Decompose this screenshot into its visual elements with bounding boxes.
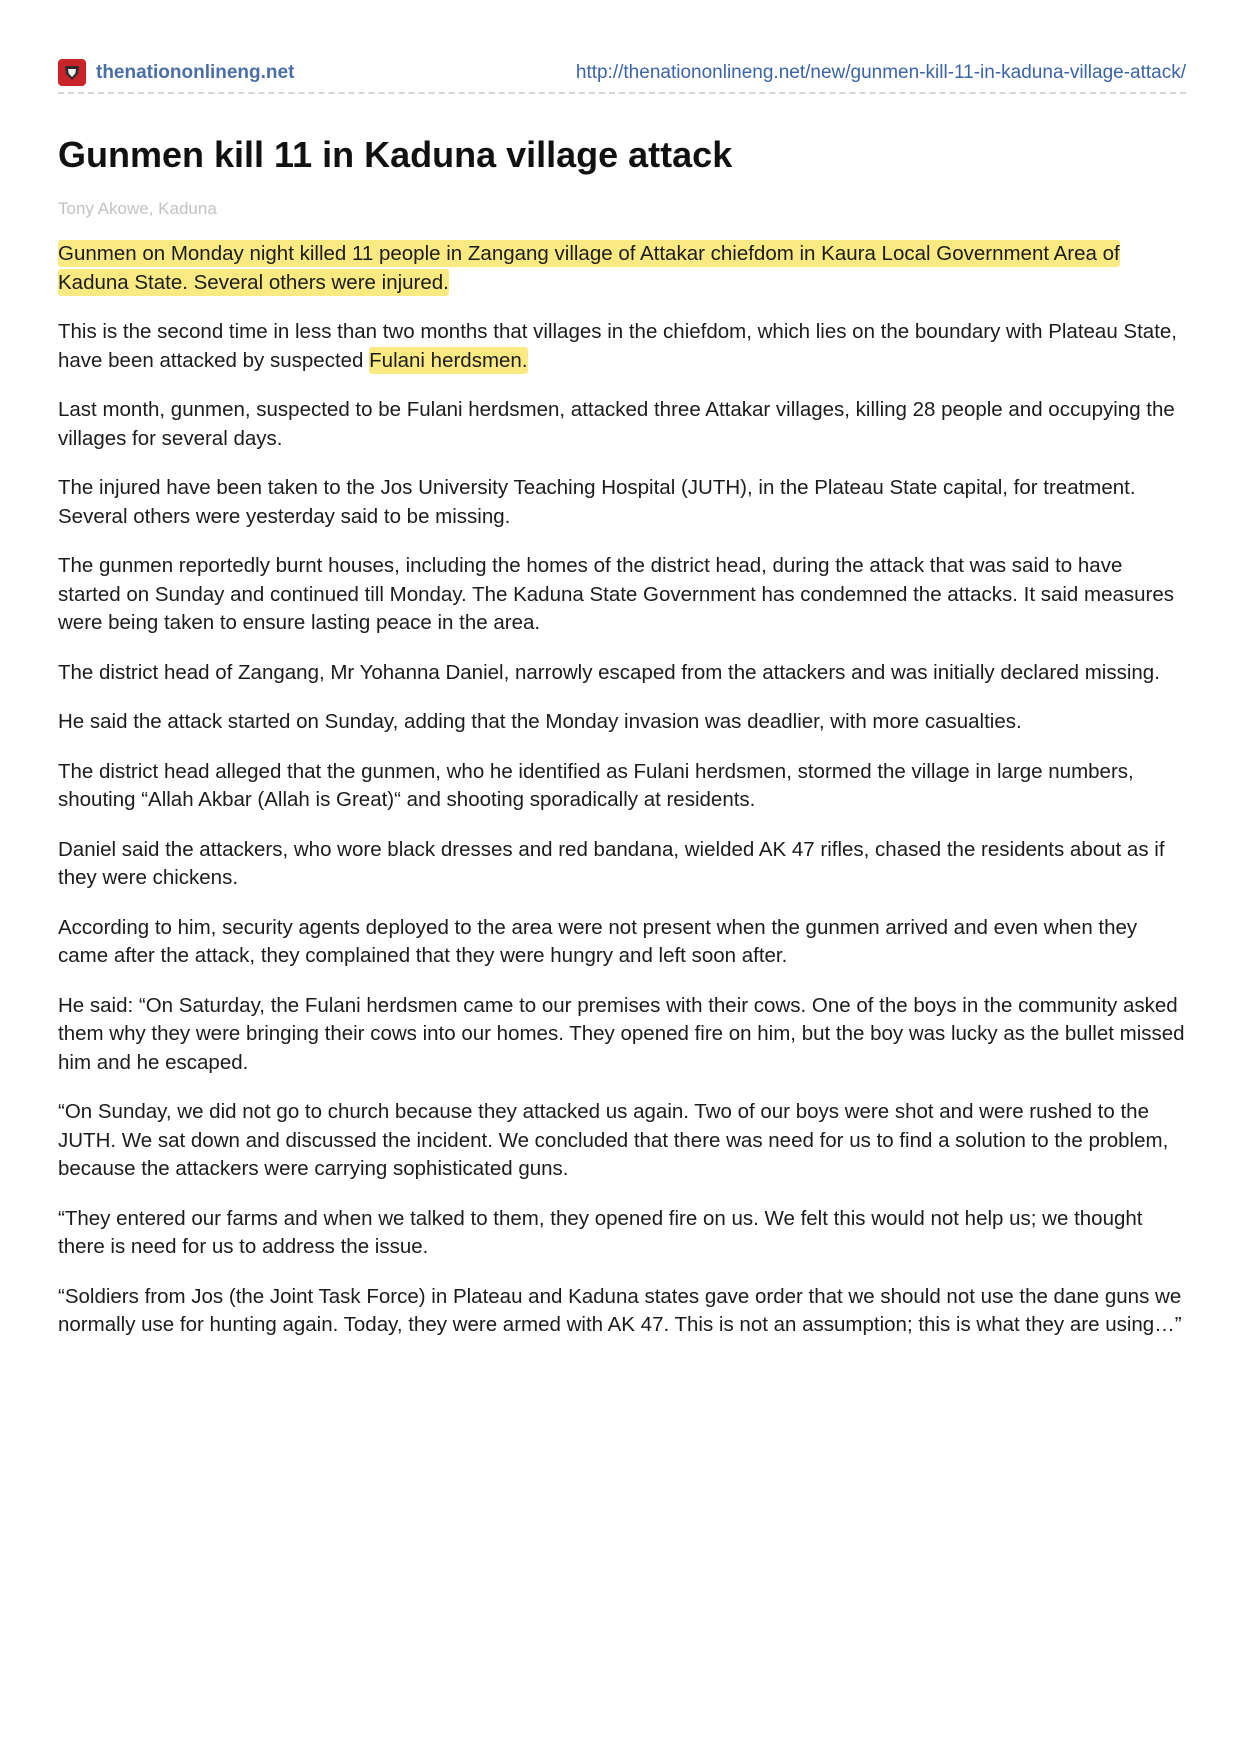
shield-icon <box>58 59 86 86</box>
paragraph-2 <box>58 318 1188 375</box>
paragraph-1 <box>58 240 1188 297</box>
highlighted-text: Fulani herdsmen. <box>369 348 528 372</box>
paragraph-2-text: This is the second time in less than two months that villages in the chiefdom, which lies on the boundary with Plateau State, have been attacked by suspected <box>58 320 1177 372</box>
site-name[interactable]: thenationonlineng.net <box>96 61 295 83</box>
paragraph-7: He said the attack started on Sunday, adding that the Monday invasion was deadlier, with more casualties. <box>58 710 1022 733</box>
highlighted-text: Gunmen on Monday night killed 11 people in Zangang village of Attakar chiefdom in Kaura Local Government Area of Kaduna State. Several others were injured. <box>58 242 1120 294</box>
paragraph-9: Daniel said the attackers, who wore black dresses and red bandana, wielded AK 47 rifles, chased the residents about as if they were chickens. <box>58 837 1165 889</box>
paragraph-12: “On Sunday, we did not go to church because they attacked us again. Two of our boys were shot and were rushed to the JUTH. We sat down and discussed the incident. We concluded that there was need for us to find a solution to the problem, because the attackers were carrying sophisticated guns. <box>58 1100 1169 1180</box>
article-title: Gunmen kill 11 in Kaduna village attack <box>58 134 733 175</box>
paragraph-8: The district head alleged that the gunmen, who he identified as Fulani herdsmen, stormed the village in large numbers, shouting “Allah Akbar (Allah is Great)“ and shooting sporadically at residents. <box>58 759 1134 811</box>
paragraph-6: The district head of Zangang, Mr Yohanna Daniel, narrowly escaped from the attackers and was initially declared missing. <box>58 660 1160 684</box>
paragraph-13: “They entered our farms and when we talked to them, they opened fire on us. We felt this would not help us; we thought there is need for us to address the issue. <box>58 1206 1143 1258</box>
site-brand[interactable] <box>58 59 294 86</box>
paragraph-4: The injured have been taken to the Jos University Teaching Hospital (JUTH), in the Plateau State capital, for treatment. Several others were yesterday said to be missing. <box>58 476 1136 528</box>
source-url-link[interactable]: http://thenationonlineng.net/new/gunmen-kill-11-in-kaduna-village-attack/ <box>575 62 1186 83</box>
paragraph-3: Last month, gunmen, suspected to be Fulani herdsmen, attacked three Attakar villages, killing 28 people and occupying the villages for several days. <box>58 398 1175 450</box>
paragraph-5: The gunmen reportedly burnt houses, including the homes of the district head, during the attack that was said to have started on Sunday and continued till Monday. The Kaduna State Government has condemned the attacks. It said measures were being taken to ensure lasting peace in the area. <box>58 554 1175 634</box>
paragraph-10: According to him, security agents deployed to the area were not present when the gunmen arrived and even when they came after the attack, they complained that they were hungry and left soon after. <box>58 915 1138 967</box>
paragraph-11: He said: “On Saturday, the Fulani herdsmen came to our premises with their cows. One of the boys in the community asked them why they were bringing their cows into our homes. They opened fire on him, but the boy was lucky as the bullet missed him and he escaped. <box>58 993 1185 1074</box>
paragraph-14: “Soldiers from Jos (the Joint Task Force) in Plateau and Kaduna states gave order that we should not use the dane guns we normally use for hunting again. Today, they were armed with AK 47. This is not an assumption; this is what they are using…” <box>58 1284 1182 1336</box>
article-body <box>58 240 1188 1361</box>
article-byline: Tony Akowe, Kaduna <box>58 199 217 218</box>
page-header <box>58 58 1186 94</box>
